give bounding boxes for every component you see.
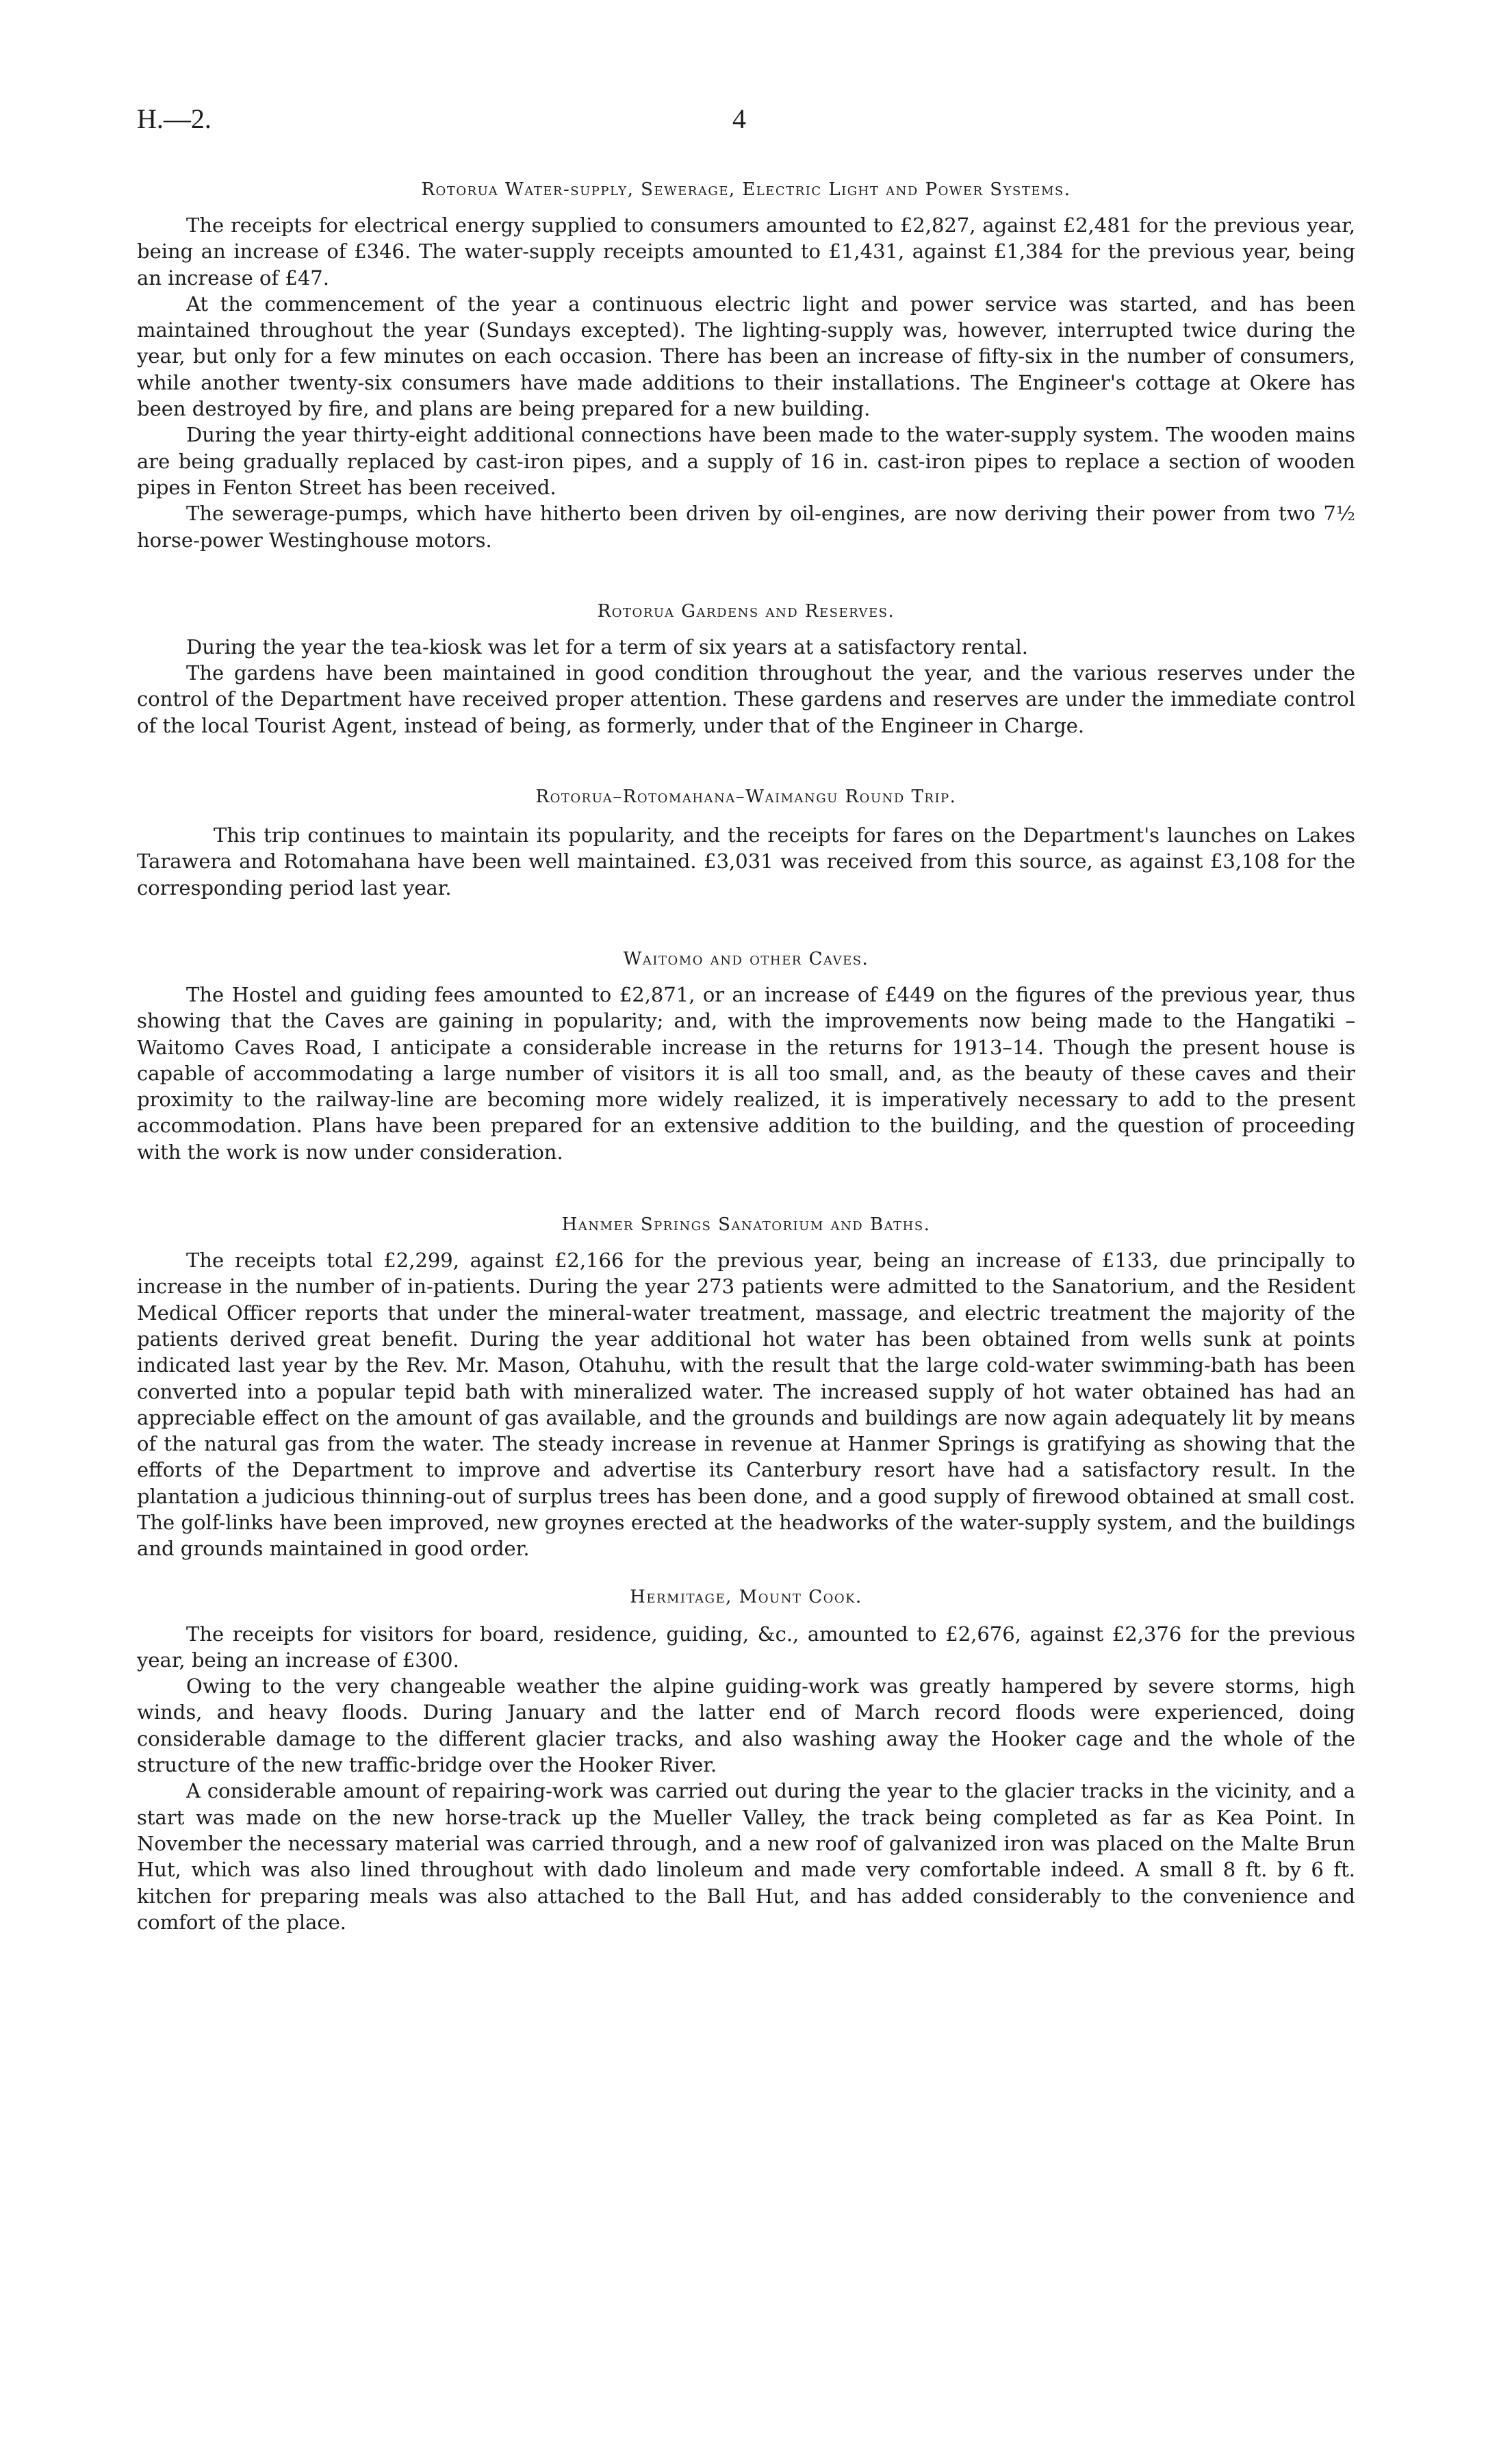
section-heading: Rotorua–Rotomahana–Waimangu Round Trip. (535, 787, 957, 808)
paragraph: Owing to the very changeable weather the alpine guiding-work was greatly hampered by severe storms, high winds, and heavy floods. During January and the latter end of March record floods were experienced, doing considerable damage to the different glacier tracks, and also washing away the Hooker cage and the whole of the structure of the new traffic-bridge over the Hooker River. (137, 1674, 1355, 1777)
paragraph: The Hostel and guiding fees amounted to £2,871, or an increase of £449 on the figures of the previous year, thus showing that the Caves are gaining in popularity; and, with the improvements now being made to the Hangatiki – Waitomo Caves Road, I anticipate a considerable increase in the returns for 1913–14. Though the present house is capable of accommodating a large number of visitors it is all too small, and, as the beauty of these caves and their proximity to the railway-line are becoming more widely realized, it is imperatively necessary to add to the present accommodation. Plans have been prepared for an extensive addition to the building, and the question of proceeding with the work is now under consideration. (137, 982, 1355, 1164)
section-heading: Hermitage, Mount Cook. (630, 1586, 862, 1607)
section-waitomo-caves (137, 949, 1355, 1165)
paragraph: The receipts for electrical energy supplied to consumers amounted to £2,827, against £2,481 for the previous year, being an increase of £346. The water-supply receipts amounted to £1,431, against £1,384 for the previous year, being an increase of £47. (137, 214, 1355, 290)
paragraph: The receipts total £2,299, against £2,166 for the previous year, being an increase of £133, due principally to increase in the number of in-patients. During the year 273 patients were admitted to the Sanatorium, and the Resident Medical Officer reports that under the mineral-water treatment, massage, and electric treatment the majority of the patients derived great benefit. During the year additional hot water has been obtained from wells sunk at points indicated last year by the Rev. Mr. Mason, Otahuhu, with the result that the large cold-water swimming-bath has been converted into a popular tepid bath with mineralized water. The increased supply of hot water obtained has had an appreciable effect on the amount of gas available, and the grounds and buildings are now again adequately lit by means of the natural gas from the water. The steady increase in revenue at Hanmer Springs is gratifying as showing that the efforts of the Department to improve and advertise its Canterbury resort have had a satisfactory result. In the plantation a judicious thinning-out of surplus trees has been done, and a good supply of firewood obtained at small cost. The golf-links have been improved, new groynes erected at the headworks of the water-supply system, and the buildings and grounds maintained in good order. (137, 1249, 1355, 1561)
paragraph: The receipts for visitors for board, residence, guiding, &c., amounted to £2,676, against £2,376 for the previous year, being an increase of £300. (137, 1622, 1355, 1672)
page-header (137, 103, 1375, 157)
paragraph: The sewerage-pumps, which have hitherto been driven by oil-engines, are now deriving their power from two 7½ horse-power Westinghouse motors. (137, 502, 1355, 552)
section-hermitage (137, 1587, 1355, 1936)
section-heading: Hanmer Springs Sanatorium and Baths. (561, 1214, 931, 1236)
paragraph: This trip continues to maintain its popularity, and the receipts for fares on the Department's launches on Lakes Tarawera and Rotomahana have been well maintained. £3,031 was received from this source, as against £3,108 for the corresponding period last year. (137, 824, 1355, 899)
page-body (137, 179, 1355, 1935)
paragraph: At the commencement of the year a continuous electric light and power service was started, and has been maintained throughout the year (Sundays excepted). The lighting-supply was, however, interrupted twice during the year, but only for a few minutes on each occasion. There has been an increase of fifty-six in the number of consumers, while another twenty-six consumers have made additions to their installations. The Engineer's cottage at Okere has been destroyed by fire, and plans are being prepared for a new building. (137, 292, 1355, 421)
section-rotorua-gardens (137, 601, 1355, 739)
paragraph: The gardens have been maintained in good condition throughout the year, and the various reserves under the control of the Department have received proper attention. These gardens and reserves are under the immediate control of the local Tourist Agent, instead of being, as formerly, under that of the Engineer in Charge. (137, 661, 1355, 737)
document-code: H.—2. (137, 103, 212, 134)
paragraph: A considerable amount of repairing-work was carried out during the year to the glacier tracks in the vicinity, and a start was made on the new horse-track up the Mueller Valley, the track being completed as far as Kea Point. In November the necessary material was carried through, and a new roof of galvanized iron was placed on the Malte Brun Hut, which was also lined throughout with dado linoleum and made very comfortable indeed. A small 8 ft. by 6 ft. kitchen for preparing meals was also attached to the Ball Hut, and has added considerably to the convenience and comfort of the place. (137, 1779, 1355, 1934)
page-number: 4 (732, 103, 746, 134)
paragraph: During the year the tea-kiosk was let for a term of six years at a satisfactory rental. (186, 635, 1029, 659)
paragraph: During the year thirty-eight additional connections have been made to the water-supply system. The wooden mains are being gradually replaced by cast-iron pipes, and a supply of 16 in. cast-iron pipes to replace a section of wooden pipes in Fenton Street has been received. (137, 423, 1355, 499)
section-heading: Waitomo and other Caves. (623, 948, 869, 969)
section-rotorua-water-supply (137, 179, 1355, 553)
section-heading: Rotorua Water-supply, Sewerage, Electric Light and Power Systems. (421, 179, 1071, 200)
section-round-trip (137, 787, 1355, 901)
section-hanmer-springs (137, 1214, 1355, 1562)
section-heading: Rotorua Gardens and Reserves. (597, 600, 895, 622)
